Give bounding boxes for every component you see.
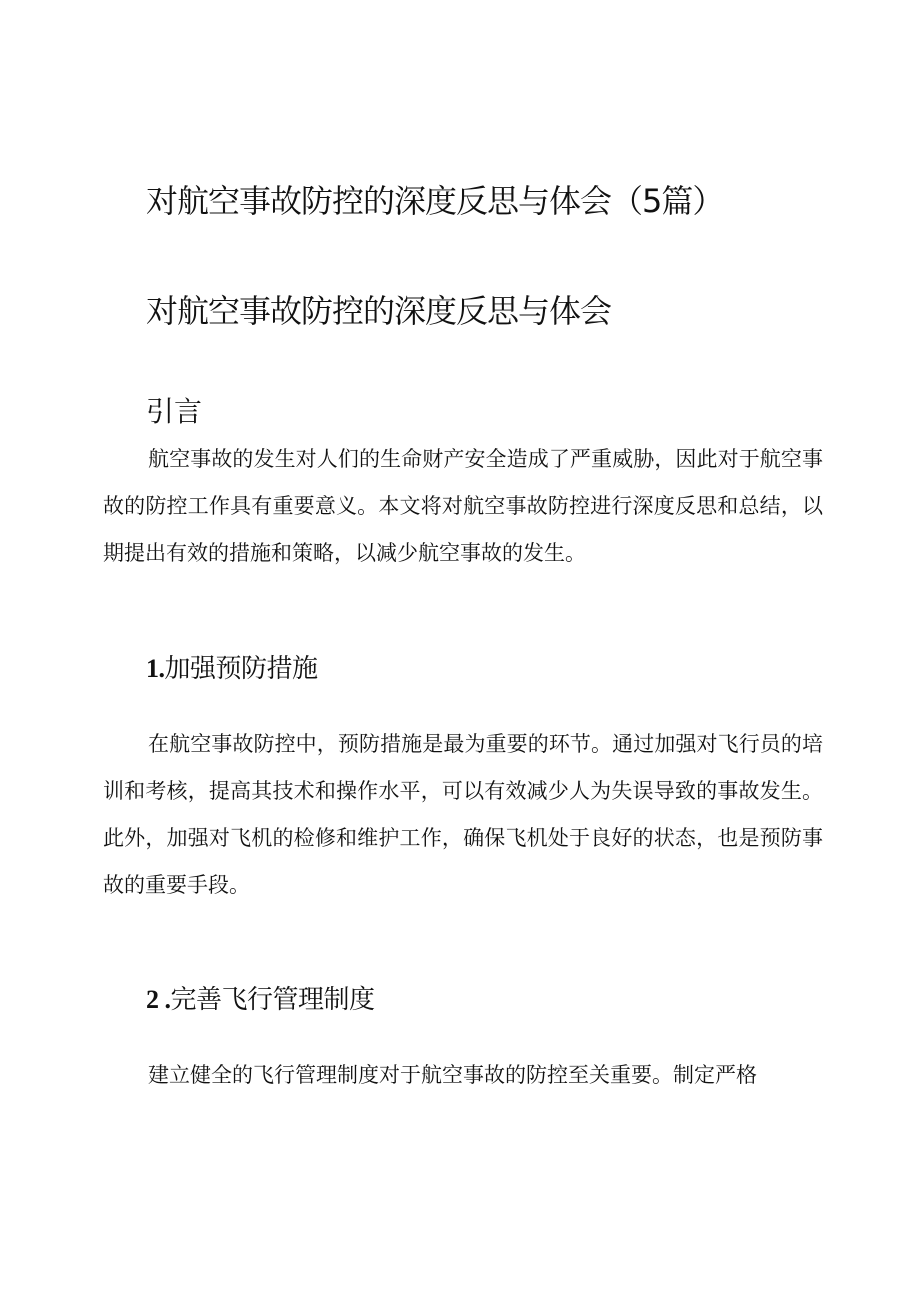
intro-paragraph: 航空事故的发生对人们的生命财产安全造成了严重威胁，因此对于航空事故的防控工作具有重要意义。本文将对航空事故防控进行深度反思和总结，以期提出有效的措施和策略，以减少航空事故的发生。 xyxy=(103,447,823,565)
section-1-title: 加强预防措施 xyxy=(164,654,318,684)
section-1-heading xyxy=(146,653,318,685)
intro-heading: 引言 xyxy=(146,395,203,428)
section-1-paragraph: 在航空事故防控中，预防措施是最为重要的环节。通过加强对飞行员的培训和考核，提高其技术和操作水平，可以有效减少人为失误导致的事故发生。此外，加强对飞机的检修和维护工作，确保飞机处于良好的状态，也是预防事故的重要手段。 xyxy=(103,732,823,897)
section-2-number: 2 . xyxy=(146,985,171,1014)
document-subtitle: 对航空事故防控的深度反思与体会 xyxy=(146,292,612,330)
section-2-paragraph: 建立健全的飞行管理制度对于航空事故的防控至关重要。制定严格 xyxy=(148,1063,757,1087)
section-2-title: 完善飞行管理制度 xyxy=(170,985,375,1015)
section-1-number: 1. xyxy=(146,654,165,683)
document-title: 对航空事故防控的深度反思与体会（5篇） xyxy=(146,182,724,220)
section-2-heading xyxy=(146,984,375,1016)
